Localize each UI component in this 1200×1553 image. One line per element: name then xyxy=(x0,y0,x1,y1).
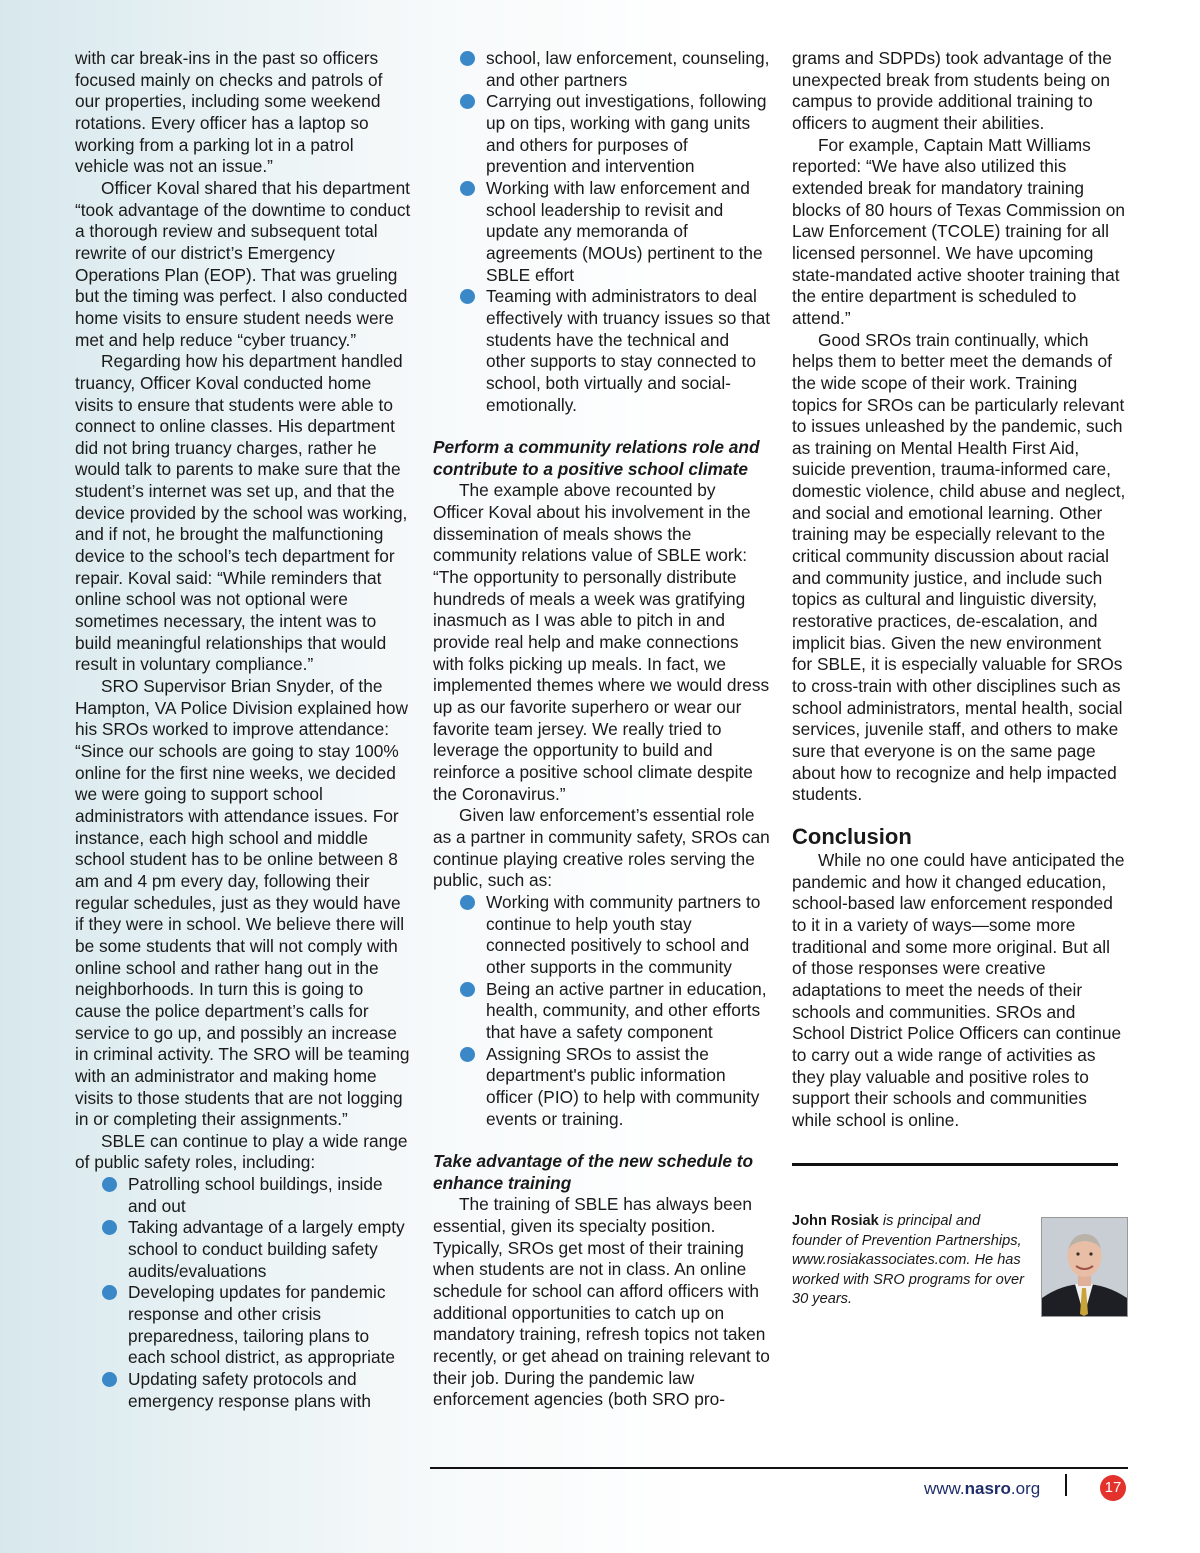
paragraph: The example above recounted by Officer Koval about his involvement in the dissemination of meals shows the community relations value of SBLE work: “The opportunity to personally distribute hundreds of meals a week was gratifying inasmuch as I was able to pitch in and provide real help and make connections with folks picking up meals. In fact, we implemented themes where we would dress up as our favorite superhero or wear our favorite team jersey. We really tried to leverage the opportunity to build and reinforce a positive school climate despite the Coronavirus.” xyxy=(433,480,770,804)
bullet-item: Assigning SROs to assist the department's public information officer (PIO) to help with community events or training. xyxy=(486,1044,770,1131)
author-portrait-icon xyxy=(1042,1218,1127,1316)
footer-url-bold: nasro xyxy=(964,1479,1011,1498)
paragraph: grams and SDPDs) took advantage of the unexpected break from students being on campus to provide additional training to officers to augment their abilities. xyxy=(792,48,1112,133)
paragraph: Regarding how his department handled truancy, Officer Koval conducted home visits to ensure that students were able to connect to online classes. His department did not bring truancy charges, rather he would talk to parents to make sure that the student’s internet was set up, and that the device provided by the school was working, and if not, he brought the malfunctioning device to the school’s tech department for repair. Koval said: “While reminders that online school was not optional were sometimes necessary, the intent was to build meaningful relationships that would result in voluntary compliance.” xyxy=(75,351,408,675)
paragraph: The training of SBLE has always been essential, given its specialty position. Typically, SROs get most of their training when students are not in class. An online schedule for school can afford officers with additional opportunities to catch up on mandatory training, refresh topics not taken recently, or get ahead on training relevant to their job. During the pandemic law enforcement agencies (both SRO pro- xyxy=(433,1194,770,1410)
page-number-badge: 17 xyxy=(1100,1475,1126,1501)
bullet-list xyxy=(433,892,770,1130)
paragraph: While no one could have anticipated the pandemic and how it changed education, school-based law enforcement responded to it in a variety of ways—some more traditional and some more original. But all of those responses were creative adaptations to meet the needs of their schools and communities. SROs and School District Police Officers can continue to carry out a wide range of activities as they play valuable and positive roles to support their schools and communities while school is online. xyxy=(792,849,1125,1130)
author-bio xyxy=(792,1212,1032,1310)
bullet-list xyxy=(75,1174,411,1412)
footer-separator xyxy=(1065,1474,1067,1496)
bullet-item: Working with law enforcement and school leadership to revisit and update any memoranda of agreements (MOUs) pertinent to the SBLE effort xyxy=(486,178,770,286)
section-heading-conclusion: Conclusion xyxy=(792,823,912,849)
bullet-item: Carrying out investigations, following up on tips, working with gang units and others for purposes of prevention and intervention xyxy=(486,91,770,178)
bullet-item: Teaming with administrators to deal effectively with truancy issues so that students have the technical and other supports to stay connected to school, both virtually and social-emotionally. xyxy=(486,286,770,415)
footer-divider xyxy=(430,1467,1128,1469)
section-subheading: Perform a community relations role and contribute to a positive school climate xyxy=(433,437,760,479)
section-subheading: Take advantage of the new schedule to enhance training xyxy=(433,1151,754,1193)
bullet-continuation: school, law enforcement, counseling, and other partners xyxy=(486,48,770,90)
bullet-item: Updating safety protocols and emergency response plans with xyxy=(128,1369,411,1412)
bullet-item: Patrolling school buildings, inside and out xyxy=(128,1174,411,1217)
paragraph: For example, Captain Matt Williams reported: “We have also utilized this extended break for mandatory training blocks of 80 hours of Texas Commission on Law Enforcement (TCOLE) training for all licensed personnel. We have upcoming state-mandated active shooter training that the entire department is scheduled to attend.” xyxy=(792,134,1125,328)
article-column-2 xyxy=(433,48,770,1411)
bullet-item: Taking advantage of a largely empty school to conduct building safety audits/evaluations xyxy=(128,1217,411,1282)
paragraph: Given law enforcement’s essential role as a partner in community safety, SROs can continue playing creative roles serving the public, such as: xyxy=(433,805,770,891)
bullet-list xyxy=(433,48,770,416)
article-column-3 xyxy=(792,48,1126,1132)
paragraph: SBLE can continue to play a wide range of public safety roles, including: xyxy=(75,1130,408,1173)
article-column-1 xyxy=(75,48,411,1412)
paragraph: Good SROs train continually, which helps them to better meet the demands of the wide scope of their work. Training topics for SROs can be particularly relevant to issues unleashed by the pandemic, such as training on Mental Health First Aid, suicide prevention, trauma-informed care, domestic violence, child abuse and neglect, and social and emotional learning. Other training may be especially relevant to the critical community discussion about racial and community justice, and include such topics as cultural and linguistic diversity, restorative practices, de-escalation, and implicit bias. Given the new environment for SBLE, it is especially valuable for SROs to cross-train with other disciplines such as school administrators, mental health, social services, juvenile staff, and others to make sure that everyone is on the same page about how to recognize and help impacted students. xyxy=(792,329,1126,805)
author-photo xyxy=(1041,1217,1128,1317)
footer-website xyxy=(924,1479,1040,1499)
paragraph: SRO Supervisor Brian Snyder, of the Hampton, VA Police Division explained how his SROs worked to improve attendance: “Since our schools are going to stay 100% online for the first nine weeks, we decided we were going to support school administrators with attendance issues. For instance, each high school and middle school student has to be online between 8 am and 4 pm every day, following their regular schedules, just as they would have if they were in school. We believe there will be some students that will not comply with online school and rather hang out in the neighborhoods. In turn this is going to cause the police department’s calls for service to go up, and possibly an increase in criminal activity. The SRO will be teaming with an administrator and making home visits to those students that are not logging in or completing their assignments.” xyxy=(75,676,410,1130)
bullet-item: Developing updates for pandemic response and other crisis preparedness, tailoring plans to each school district, as appropriate xyxy=(128,1282,411,1369)
bullet-item: Working with community partners to continue to help youth stay connected positively to school and other supports in the community xyxy=(486,892,770,979)
paragraph: with car break-ins in the past so officers focused mainly on checks and patrols of our properties, including some weekend rotations. Every officer has a laptop so working from a parking lot in a patrol vehicle was not an issue.” xyxy=(75,48,383,177)
footer-url-prefix: www. xyxy=(924,1479,965,1498)
author-description: is principal and founder of Prevention Partnerships, www.rosiakassociates.com. He has worked with SRO programs for over 30 years. xyxy=(792,1213,1024,1308)
bullet-item: Being an active partner in education, health, community, and other efforts that have a safety component xyxy=(486,979,770,1044)
paragraph: Officer Koval shared that his department “took advantage of the downtime to conduct a thorough review and subsequent total rewrite of our district’s Emergency Operations Plan (EOP). That was grueling but the timing was perfect. I also conducted home visits to ensure student needs were met and help reduce “cyber truancy.” xyxy=(75,177,411,350)
bio-divider xyxy=(792,1163,1118,1166)
author-name: John Rosiak xyxy=(792,1213,879,1229)
footer-url-suffix: .org xyxy=(1010,1479,1041,1498)
